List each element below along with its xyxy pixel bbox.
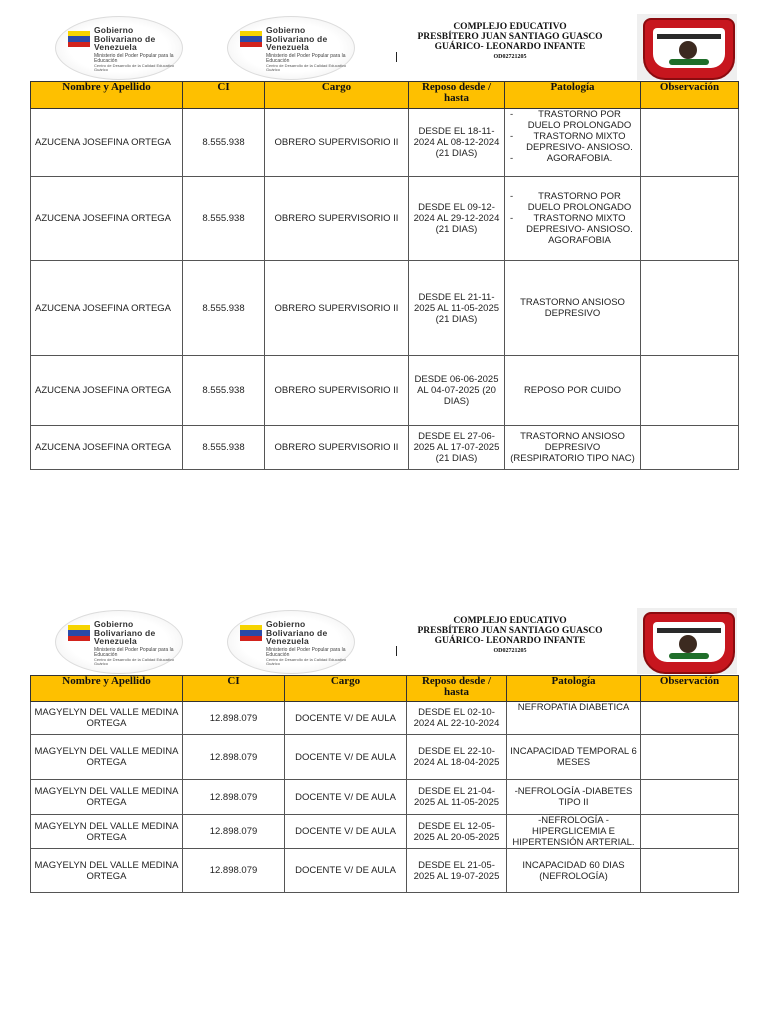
text-cursor <box>396 52 397 62</box>
cell-patologia: TRASTORNO ANSIOSO DEPRESIVO (RESPIRATORIO TIPO NAC) <box>505 426 641 470</box>
logo-title: Gobierno Bolivariano de Venezuela <box>266 619 328 646</box>
venezuela-flag-icon <box>68 31 90 47</box>
logo-ministry: Ministerio del Poder Popular para la Educación <box>94 52 174 64</box>
table-row <box>31 815 739 849</box>
cell-patologia: -NEFROLOGÍA -DIABETES TIPO II <box>507 780 641 815</box>
logo-center: Centro de Desarrollo de la Calidad Educativo Guárico <box>266 62 347 72</box>
logo-center: Centro de Desarrollo de la Calidad Educativo Guárico <box>94 656 175 666</box>
cell-reposo: DESDE EL 02-10-2024 AL 22-10-2024 <box>407 702 507 735</box>
column-header-reposo: Reposo desde / hasta <box>409 82 505 109</box>
government-logo-right <box>227 610 355 674</box>
cell-ci: 12.898.079 <box>183 780 285 815</box>
school-header <box>400 616 620 656</box>
school-header <box>400 22 620 62</box>
table-row <box>31 702 739 735</box>
column-header-name: Nombre y Apellido <box>31 82 183 109</box>
cell-patologia: INCAPACIDAD TEMPORAL 6 MESES <box>507 735 641 780</box>
cell-name: AZUCENA JOSEFINA ORTEGA <box>31 426 183 470</box>
venezuela-flag-icon <box>240 31 262 47</box>
cell-name: AZUCENA JOSEFINA ORTEGA <box>31 109 183 177</box>
table-row <box>31 426 739 470</box>
column-header-name: Nombre y Apellido <box>31 676 183 702</box>
cell-cargo: DOCENTE V/ DE AULA <box>285 735 407 780</box>
column-header-cargo: Cargo <box>265 82 409 109</box>
cell-observacion <box>641 426 739 470</box>
column-header-cargo: Cargo <box>285 676 407 702</box>
cell-reposo: DESDE EL 18-11-2024 AL 08-12-2024 (21 DIAS) <box>409 109 505 177</box>
school-name-line: GUÁRICO- LEONARDO INFANTE <box>434 636 586 646</box>
logo-ministry: Ministerio del Poder Popular para la Educación <box>94 646 174 658</box>
table-row <box>31 735 739 780</box>
leave-table <box>30 81 739 470</box>
school-crest-logo <box>637 608 737 674</box>
column-header-ci: CI <box>183 676 285 702</box>
cell-reposo: DESDE EL 09-12-2024 AL 29-12-2024 (21 DIAS) <box>409 177 505 261</box>
table-row <box>31 261 739 356</box>
school-name-line: GUÁRICO- LEONARDO INFANTE <box>434 42 586 52</box>
column-header-ci: CI <box>183 82 265 109</box>
school-name-line: PRESBÍTERO JUAN SANTIAGO GUASCO <box>417 32 603 42</box>
cell-patologia: REPOSO POR CUIDO <box>505 356 641 426</box>
column-header-patologia: Patología <box>505 82 641 109</box>
cell-patologia: TRASTORNO ANSIOSO DEPRESIVO <box>505 261 641 356</box>
cell-name: AZUCENA JOSEFINA ORTEGA <box>31 261 183 356</box>
cell-name: MAGYELYN DEL VALLE MEDINA ORTEGA <box>31 780 183 815</box>
cell-patologia: NEFROPATIA DIABETICA <box>507 702 641 735</box>
document-page-2 <box>0 600 768 900</box>
cell-observacion <box>641 177 739 261</box>
patologia-item: - TRASTORNO POR DUELO PROLONGADO <box>522 109 637 131</box>
column-header-observacion: Observación <box>641 676 739 702</box>
table-row <box>31 849 739 893</box>
cell-cargo: DOCENTE V/ DE AULA <box>285 849 407 893</box>
cell-ci: 12.898.079 <box>183 735 285 780</box>
cell-name: MAGYELYN DEL VALLE MEDINA ORTEGA <box>31 815 183 849</box>
cell-observacion <box>641 356 739 426</box>
cell-ci: 8.555.938 <box>183 177 265 261</box>
table-row <box>31 780 739 815</box>
table-row <box>31 356 739 426</box>
school-crest-logo <box>637 14 737 80</box>
cell-reposo: DESDE EL 27-06-2025 AL 17-07-2025 (21 DIAS) <box>409 426 505 470</box>
school-code: OD02721205 <box>493 648 527 654</box>
column-header-observacion: Observación <box>641 82 739 109</box>
cell-cargo: OBRERO SUPERVISORIO II <box>265 177 409 261</box>
column-header-reposo: Reposo desde / hasta <box>407 676 507 702</box>
cell-ci: 12.898.079 <box>183 849 285 893</box>
school-name-line: PRESBÍTERO JUAN SANTIAGO GUASCO <box>417 626 603 636</box>
logo-ministry: Ministerio del Poder Popular para la Educación <box>266 646 346 658</box>
cell-cargo: DOCENTE V/ DE AULA <box>285 780 407 815</box>
school-name-line: COMPLEJO EDUCATIVO <box>453 22 567 32</box>
school-code: OD02721205 <box>493 54 527 60</box>
cell-ci: 8.555.938 <box>183 426 265 470</box>
cell-name: MAGYELYN DEL VALLE MEDINA ORTEGA <box>31 849 183 893</box>
cell-name: MAGYELYN DEL VALLE MEDINA ORTEGA <box>31 702 183 735</box>
school-name-line: COMPLEJO EDUCATIVO <box>453 616 567 626</box>
cell-observacion <box>641 849 739 893</box>
cell-ci: 8.555.938 <box>183 261 265 356</box>
venezuela-flag-icon <box>68 625 90 641</box>
cell-ci: 12.898.079 <box>183 702 285 735</box>
cell-cargo: OBRERO SUPERVISORIO II <box>265 261 409 356</box>
table-row <box>31 109 739 177</box>
cell-cargo: DOCENTE V/ DE AULA <box>285 702 407 735</box>
cell-reposo: DESDE 06-06-2025 AL 04-07-2025 (20 DIAS) <box>409 356 505 426</box>
cell-cargo: OBRERO SUPERVISORIO II <box>265 426 409 470</box>
column-header-patologia: Patología <box>507 676 641 702</box>
government-logo-right <box>227 16 355 80</box>
cell-observacion <box>641 109 739 177</box>
patologia-item: - TRASTORNO POR DUELO PROLONGADO <box>522 191 637 213</box>
cell-patologia: INCAPACIDAD 60 DIAS (NEFROLOGÍA) <box>507 849 641 893</box>
government-logo-left <box>55 16 183 80</box>
document-page-1 <box>0 0 768 480</box>
cell-cargo: OBRERO SUPERVISORIO II <box>265 109 409 177</box>
cell-observacion <box>641 815 739 849</box>
cell-patologia <box>505 177 641 261</box>
logo-center: Centro de Desarrollo de la Calidad Educativo Guárico <box>266 656 347 666</box>
cell-patologia <box>505 109 641 177</box>
cell-observacion <box>641 261 739 356</box>
cell-reposo: DESDE EL 21-05-2025 AL 19-07-2025 <box>407 849 507 893</box>
logo-title: Gobierno Bolivariano de Venezuela <box>266 25 328 52</box>
cell-reposo: DESDE EL 21-11-2025 AL 11-05-2025 (21 DIAS) <box>409 261 505 356</box>
government-logo-left <box>55 610 183 674</box>
table-header-row <box>31 676 739 702</box>
cell-observacion <box>641 735 739 780</box>
table-header-row <box>31 82 739 109</box>
cell-reposo: DESDE EL 21-04-2025 AL 11-05-2025 <box>407 780 507 815</box>
cell-ci: 12.898.079 <box>183 815 285 849</box>
logo-title: Gobierno Bolivariano de Venezuela <box>94 619 156 646</box>
patologia-item: - TRASTORNO MIXTO DEPRESIVO- ANSIOSO. <box>522 131 637 153</box>
cell-ci: 8.555.938 <box>183 109 265 177</box>
cell-reposo: DESDE EL 12-05-2025 AL 20-05-2025 <box>407 815 507 849</box>
cell-cargo: DOCENTE V/ DE AULA <box>285 815 407 849</box>
cell-observacion <box>641 780 739 815</box>
patologia-item: - TRASTORNO MIXTO DEPRESIVO- ANSIOSO. AGORAFOBIA <box>522 213 637 246</box>
logo-title: Gobierno Bolivariano de Venezuela <box>94 25 156 52</box>
venezuela-flag-icon <box>240 625 262 641</box>
cell-ci: 8.555.938 <box>183 356 265 426</box>
cell-patologia: -NEFROLOGÍA - HIPERGLICEMIA E HIPERTENSIÓN ARTERIAL. <box>507 815 641 849</box>
text-cursor <box>396 646 397 656</box>
cell-observacion <box>641 702 739 735</box>
cell-cargo: OBRERO SUPERVISORIO II <box>265 356 409 426</box>
cell-name: MAGYELYN DEL VALLE MEDINA ORTEGA <box>31 735 183 780</box>
cell-name: AZUCENA JOSEFINA ORTEGA <box>31 177 183 261</box>
leave-table <box>30 675 739 893</box>
patologia-item: - AGORAFOBIA. <box>522 153 637 164</box>
logo-ministry: Ministerio del Poder Popular para la Educación <box>266 52 346 64</box>
cell-name: AZUCENA JOSEFINA ORTEGA <box>31 356 183 426</box>
logo-center: Centro de Desarrollo de la Calidad Educativo Guárico <box>94 62 175 72</box>
table-row <box>31 177 739 261</box>
cell-reposo: DESDE EL 22-10-2024 AL 18-04-2025 <box>407 735 507 780</box>
